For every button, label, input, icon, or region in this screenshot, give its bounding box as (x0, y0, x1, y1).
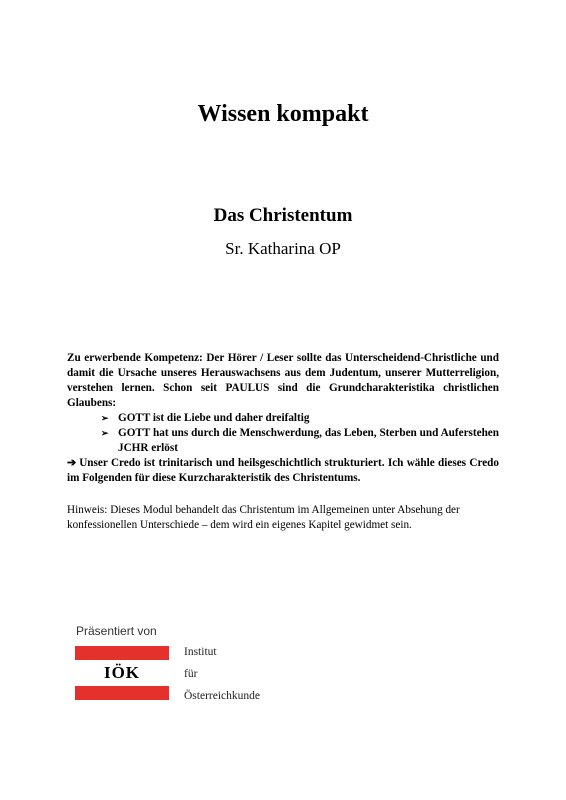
competence-section (67, 351, 499, 486)
list-item (67, 426, 499, 456)
iok-logo (75, 646, 169, 700)
document-title: Wissen kompakt (197, 101, 369, 127)
module-hint: Hinweis: Dieses Modul behandelt das Christentum im Allgemeinen unter Absehung der konfessionellen Unterschiede – dem wird ein eigenes Kapitel gewidmet sein. (67, 504, 460, 531)
characteristics-list (67, 411, 499, 456)
credo-statement (67, 456, 499, 486)
author-name: Sr. Katharina OP (225, 239, 341, 258)
institute-line: für (184, 668, 198, 680)
document-subtitle: Das Christentum (213, 205, 353, 226)
presented-by-label: Präsentiert von (76, 624, 157, 638)
logo-stripe-bottom (75, 686, 169, 700)
credo-text: Unser Credo ist trinitarisch und heilsgeschichtlich strukturiert. Ich wähle dieses Credo im Folgenden für diese Kurzcharakteristik des Christentums. (67, 457, 499, 484)
list-item-text: GOTT ist die Liebe und daher dreifaltig (118, 412, 310, 424)
logo-stripe-top (75, 646, 169, 660)
list-item-text: GOTT hat uns durch die Menschwerdung, das Leben, Sterben und Auferstehen JCHR erlöst (118, 427, 499, 454)
list-item (67, 411, 499, 426)
arrow-bullet-icon: ➢ (101, 413, 109, 423)
arrow-bullet-icon: ➢ (101, 428, 109, 438)
institute-line: Österreichkunde (184, 690, 260, 702)
right-arrow-icon: ➔ (67, 457, 77, 469)
institute-line: Institut (184, 646, 217, 658)
logo-text: IÖK (103, 663, 141, 682)
competence-intro: Zu erwerbende Kompetenz: Der Hörer / Leser sollte das Unterscheidend-Christliche und damit die Ursache unseres Herauswachsens aus dem Judentum, unserer Mutterreligion, verstehen lernen. Schon seit PAULUS sind die Grundcharakteristika christlichen Glaubens: (67, 352, 499, 409)
institute-name (184, 644, 260, 710)
